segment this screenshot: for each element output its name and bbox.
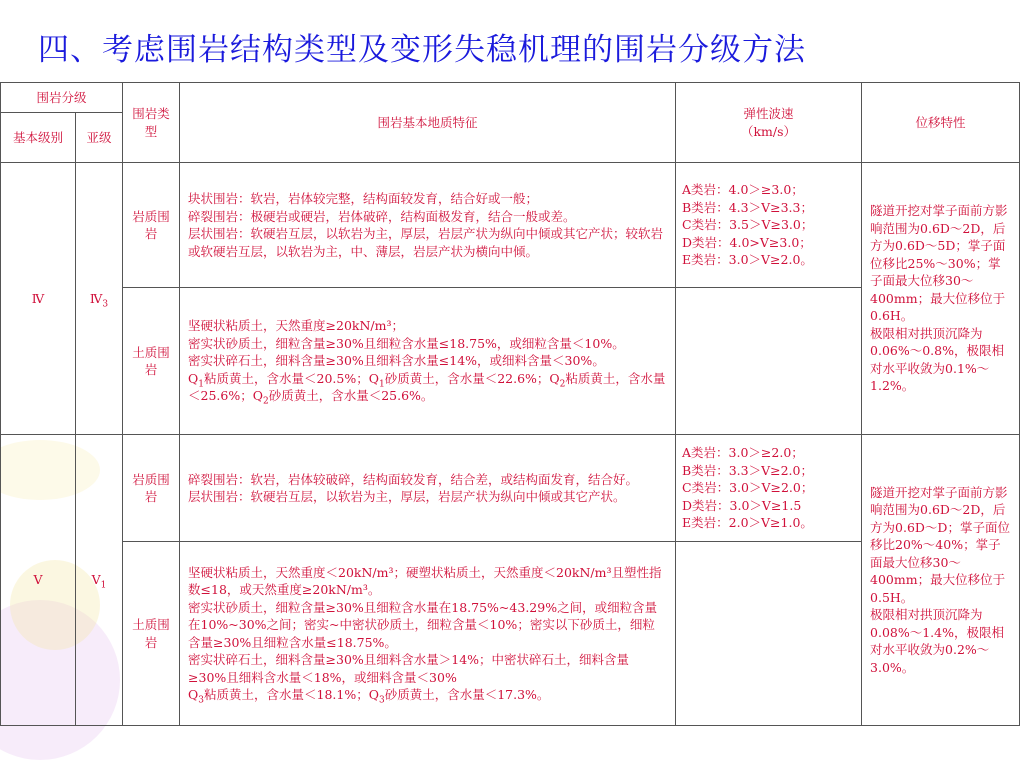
wave-soil-iv xyxy=(676,288,862,435)
grade-iv-basic: Ⅳ xyxy=(1,163,76,435)
grade-v-sub: $Ⅴ_1$ xyxy=(76,435,123,726)
header-feature: 围岩基本地质特征 xyxy=(180,83,676,163)
grade-v-basic: Ⅴ xyxy=(1,435,76,726)
header-sub: 亚级 xyxy=(76,113,123,163)
header-basic: 基本级别 xyxy=(1,113,76,163)
type-soil-iv: 土质围岩 xyxy=(123,288,180,435)
features-soil-v: 坚硬状粘质土，天然重度＜20kN/m³；硬塑状粘质土，天然重度＜20kN/m³且塑性指数≤18，或天然重度≥20kN/m³。 密实状砂质土，细粒含量≥30%且细粒含水量在18.75%~43.29%之间，或细粒含量在10%~30%之间；密实~中密状砂质土，细粒含量＜10%；密实以下砂质土，细粒含量≥30%且细粒含水量≤18.75%。 密实状碎石土，细料含量≥30%且细料含水量＞14%；中密状碎石土，细料含量≥30%且细料含水量＜18%，或细料含量＜30% $Q_3$粘质黄土，含水量＜18.1%；$Q_3$砂质黄土，含水量＜17.3%。 xyxy=(180,542,676,726)
disp-iv: 隧道开挖对掌子面前方影响范围为0.6D～2D，后方为0.6D～5D；掌子面位移比25%～30%；掌子面最大位移30～400mm；最大位移位于0.6H。 极限相对拱顶沉降为0.06%～0.8%，极限相对水平收敛为0.1%～1.2%。 xyxy=(862,163,1020,435)
features-rock-v: 碎裂围岩：软岩，岩体较破碎，结构面较发育，结合差，或结构面发育，结合好。 层状围岩：软硬岩互层，以软岩为主，厚层，岩层产状为纵向中倾或其它产状。 xyxy=(180,435,676,542)
header-wave xyxy=(676,83,862,163)
header-grade: 围岩分级 xyxy=(1,83,123,113)
type-rock-iv: 岩质围岩 xyxy=(123,163,180,288)
page-title: 四、考虑围岩结构类型及变形失稳机理的围岩分级方法 xyxy=(38,32,806,68)
header-disp: 位移特性 xyxy=(862,83,1020,163)
features-rock-iv: 块状围岩：软岩，岩体较完整，结构面较发育，结合好或一般； 碎裂围岩：极硬岩或硬岩，岩体破碎，结构面极发育，结合一般或差。 层状围岩：软硬岩互层，以软岩为主，厚层，岩层产状为纵向中倾或其它产状；较软岩或软硬岩互层，以软岩为主，中、薄层，岩层产状为横向中倾。 xyxy=(180,163,676,288)
features-soil-iv: 坚硬状粘质土，天然重度≥20kN/m³； 密实状砂质土，细粒含量≥30%且细粒含水量≤18.75%，或细粒含量＜10%。 密实状碎石土，细料含量≥30%且细料含水量≤14%，或细料含量＜30%。 $Q_1$粘质黄土，含水量＜20.5%；$Q_1$砂质黄土，含水量＜22.6%；$Q_2$粘质黄土，含水量＜25.6%；$Q_2$砂质黄土，含水量＜25.6%。 xyxy=(180,288,676,435)
wave-rock-v: A类岩：3.0＞≥2.0； B类岩：3.3＞V≥2.0； C类岩：3.0＞V≥2.0； D类岩：3.0＞V≥1.5 E类岩：2.0＞V≥1.0。 xyxy=(676,435,862,542)
header-wave-unit: （km/s） xyxy=(740,123,797,139)
type-rock-v: 岩质围岩 xyxy=(123,435,180,542)
wave-soil-v xyxy=(676,542,862,726)
grade-iv-sub: $Ⅳ_3$ xyxy=(76,163,123,435)
header-type: 围岩类型 xyxy=(123,83,180,163)
wave-rock-iv: A类岩：4.0＞≥3.0； B类岩：4.3＞V≥3.3； C类岩：3.5＞V≥3.0； D类岩：4.0>V≥3.0； E类岩：3.0＞V≥2.0。 xyxy=(676,163,862,288)
classification-table xyxy=(0,82,1020,726)
type-soil-v: 土质围岩 xyxy=(123,542,180,726)
header-wave-label: 弹性波速 xyxy=(743,106,794,121)
disp-v: 隧道开挖对掌子面前方影响范围为0.6D～2D，后方为0.6D～D；掌子面位移比20%～40%；掌子面最大位移30～400mm；最大位移位于0.5H。 极限相对拱顶沉降为0.08%～1.4%，极限相对水平收敛为0.2%～3.0%。 xyxy=(862,435,1020,726)
